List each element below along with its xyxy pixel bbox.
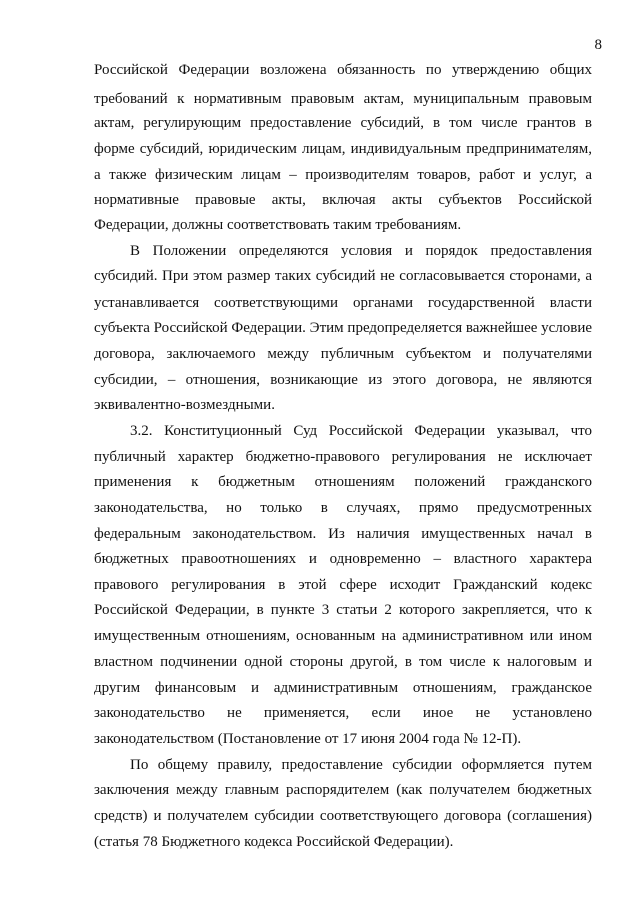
text-line: правового регулирования в этой сфере исходит Гражданский кодекс <box>94 577 592 593</box>
text-line: а также физическим лицам – производителям товаров, работ и услуг, а <box>94 167 592 183</box>
text-line: другим финансовым и административным отношениям, гражданское <box>94 680 592 696</box>
text-line: субъекта Российской Федерации. Этим предопределяется важнейшее условие <box>94 320 593 336</box>
text-line: форме субсидий, юридическим лицам, индивидуальным предпринимателям, <box>94 141 592 157</box>
text-line: актам, регулирующим предоставление субсидий, в том числе грантов в <box>94 115 592 131</box>
text-line: применения к бюджетным отношениям положений гражданского <box>94 474 592 490</box>
text-line: эквивалентно-возмездными. <box>94 397 275 413</box>
text-line: федеральным законодательством. Из наличия имущественных начал в <box>94 526 592 542</box>
text-line: властном подчинении одной стороны другой, в том числе к налоговым и <box>94 654 592 670</box>
text-line: По общему правилу, предоставление субсидии оформляется путем <box>130 757 592 773</box>
text-line: субсидий. При этом размер таких субсидий не согласовывается сторонами, а <box>94 268 592 284</box>
text-line: нормативные правовые акты, включая акты субъектов Российской <box>94 192 592 208</box>
text-line: 3.2. Конституционный Суд Российской Федерации указывал, что <box>130 423 592 439</box>
text-line: договора, заключаемого между публичным субъектом и получателями <box>94 346 592 362</box>
text-line: законодательство не применяется, если иное не установлено <box>94 705 592 721</box>
text-line: средств) и получателем субсидии соответствующего договора (соглашения) <box>94 808 592 824</box>
text-line: публичный характер бюджетно-правового регулирования не исключает <box>94 449 592 465</box>
text-line: устанавливается соответствующими органами государственной власти <box>94 295 592 311</box>
text-line: Федерации, должны соответствовать таким требованиям. <box>94 217 462 233</box>
text-line: заключения между главным распорядителем (как получателем бюджетных <box>94 782 592 798</box>
page-number: 8 <box>594 37 602 53</box>
text-line: имущественным отношениям, основанным на административном или ином <box>94 628 592 644</box>
text-line: законодательством (Постановление от 17 июня 2004 года № 12-П). <box>94 731 522 747</box>
text-line: В Положении определяются условия и порядок предоставления <box>130 243 592 259</box>
text-line: Российской Федерации возложена обязанность по утверждению общих <box>94 62 592 78</box>
text-line: бюджетных правоотношениях и одновременно – властного характера <box>94 551 592 567</box>
text-line: (статья 78 Бюджетного кодекса Российской Федерации). <box>94 834 454 850</box>
text-line: законодательства, но только в случаях, прямо предусмотренных <box>94 500 592 516</box>
text-line: субсидии, – отношения, возникающие из этого договора, не являются <box>94 372 592 388</box>
text-line: требований к нормативным правовым актам, муниципальным правовым <box>94 91 592 107</box>
text-line: Российской Федерации, в пункте 3 статьи 2 которого закрепляется, что к <box>94 602 592 618</box>
